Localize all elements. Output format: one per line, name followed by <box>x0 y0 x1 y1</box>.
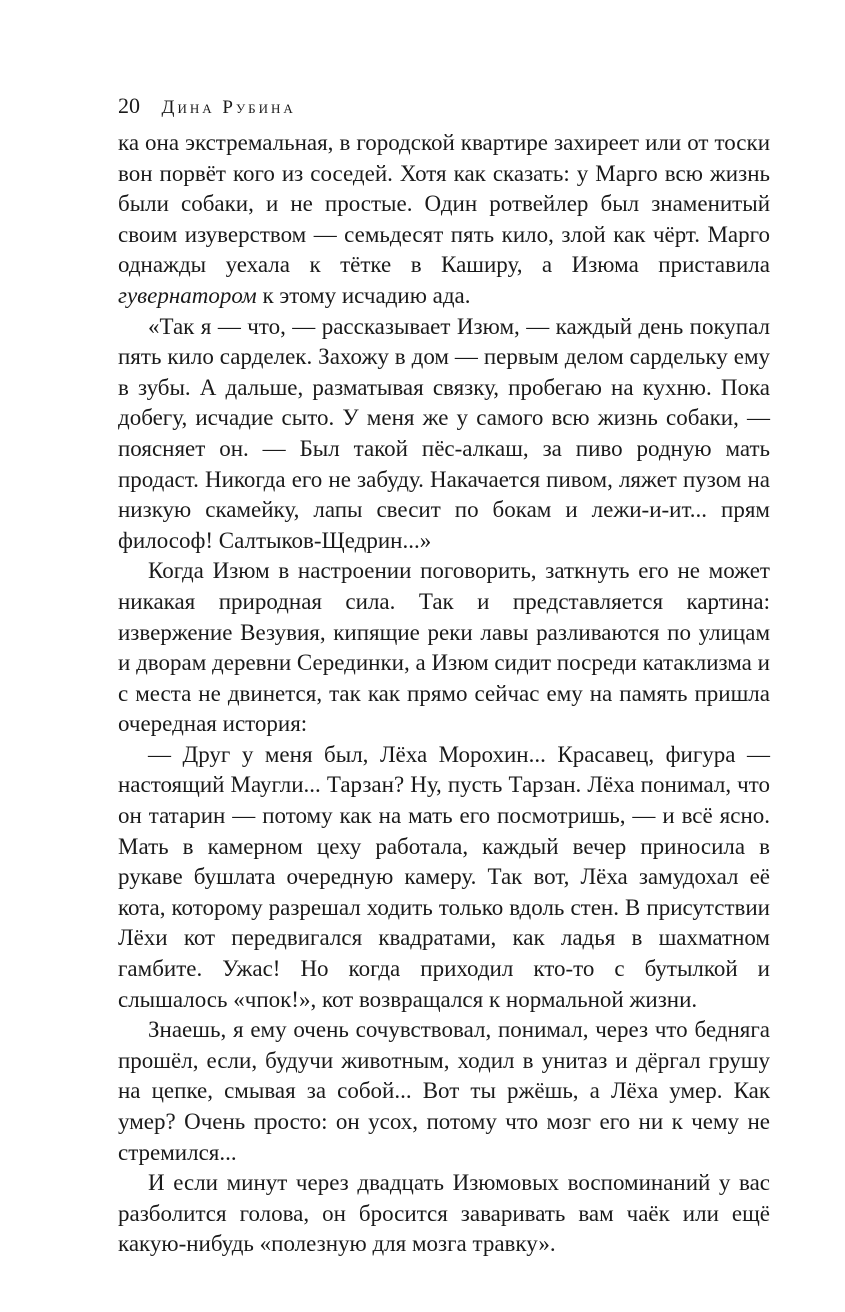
paragraph: ка она экстремальная, в городской квартире захиреет или от тоски вон порвёт кого из соседей. Хотя как сказать: у Марго всю жизнь были собаки, и не простые. Один ротвейлер был знаменитый своим изуверством — семьдесят пять кило, злой как чёрт. Марго однажды уехала к тётке в Каширу, а Изюма приставила гувернатором к этому исчадию ада. <box>118 130 770 308</box>
paragraph: Когда Изюм в настроении поговорить, заткнуть его не может никакая природная сила. Так и представляется картина: извержение Везувия, кипящие реки лавы разливаются по улицам и дворам деревни Серединки, а Изюм сидит посреди катаклизма и с места не двинется, так как прямо сейчас ему на память пришла очередная история: <box>118 558 770 737</box>
paragraph: «Так я — что, — рассказывает Изюм, — каждый день покупал пять кило сарделек. Захожу в дом — первым делом сардельку ему в зубы. А дальше, разматывая связку, пробегаю на кухню. Пока добегу, исчадие сыто. У меня же у самого всю жизнь собаки, — поясняет он. — Был такой пёс-алкаш, за пиво родную мать продаст. Никогда его не забуду. Накачается пивом, ляжет пузом на низкую скамейку, лапы свесит по бокам и лежи-и-ит... прям философ! Салтыков-Щедрин...» <box>118 313 770 553</box>
author-name: Дина Рубина <box>161 97 296 118</box>
running-header <box>118 92 296 122</box>
paragraph: — Друг у меня был, Лёха Морохин... Красавец, фигура — настоящий Маугли... Тарзан? Ну, пусть Тарзан. Лёха понимал, что он татарин — потому как на мать его посмотришь, — и всё ясно. Мать в камерном цеху работала, каждый вечер приносила в рукаве бушлата очередную камеру. Так вот, Лёха замудохал её кота, которому разрешал ходить только вдоль стен. В присутствии Лёхи кот передвигался квадратами, как ладья в шахматном гамбите. Ужас! Но когда приходил кто-то с бутылкой и слышалось «чпок!», кот возвращался к нормальной жизни. <box>118 741 770 1012</box>
italic-word: гувернатором <box>118 282 257 308</box>
paragraph: И если минут через двадцать Изюмовых воспоминаний у вас разболится голова, он бросится заваривать вам чаёк или ещё какую-нибудь «полезную для мозга травку». <box>118 1170 770 1257</box>
paragraph: Знаешь, я ему очень сочувствовал, понимал, через что бедняга прошёл, если, будучи животным, ходил в унитаз и дёргал грушу на цепке, смывая за собой... Вот ты ржёшь, а Лёха умер. Как умер? Очень просто: он усох, потому что мозг его ни к чему не стремился... <box>118 1017 770 1165</box>
body-text <box>118 128 770 1260</box>
page-number: 20 <box>118 93 140 118</box>
